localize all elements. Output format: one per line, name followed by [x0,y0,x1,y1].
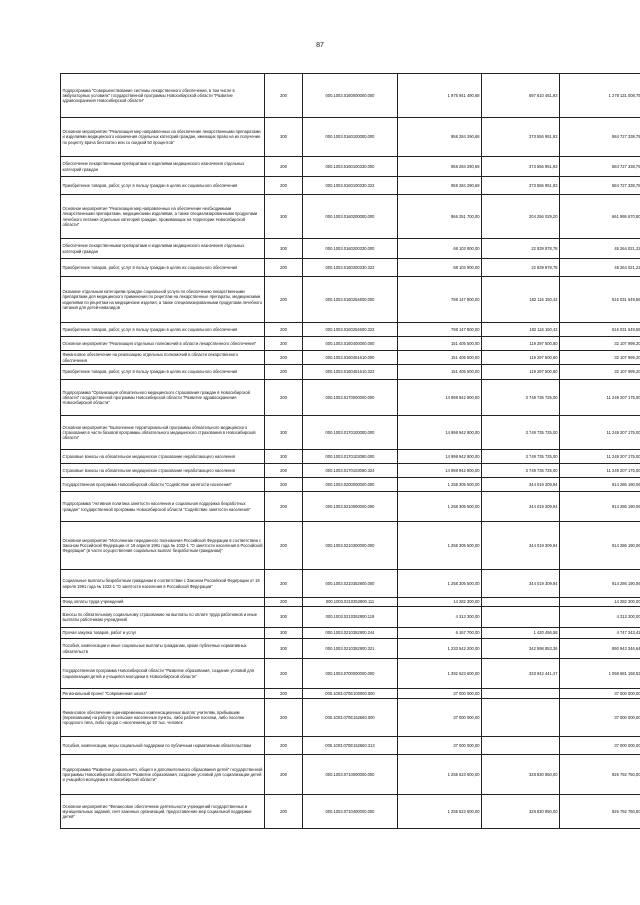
row-code-cell: 200 [265,337,303,351]
row-approved-cell: 14 998 942 900,00 [398,416,482,450]
row-name-cell: Взносы по обязательному социальному страхованию на выплаты по оплате труда работников и иные выплаты работникам учреждений [61,607,265,628]
row-name-cell: Государственная программа Новосибирской области "Содействие занятости населения" [61,478,265,492]
row-approved-cell: 6 167 700,00 [398,628,482,639]
page-number: 87 [316,42,324,49]
row-remaining-cell: 584 727 338,75 [560,118,640,157]
row-code-cell: 200 [265,755,303,795]
row-code-cell: 200 [265,478,303,492]
row-executed-cell: 119 297 500,80 [482,337,560,351]
row-executed-cell: 328 830 850,00 [482,755,560,795]
row-remaining-cell: 37 000 000,00 [560,699,640,737]
row-classifier-cell: 000.1003.070Е100000.000 [303,689,398,699]
table-row [61,259,640,277]
row-executed-cell: 373 556 951,93 [482,177,560,195]
row-name-cell: Финансовое обеспечение на реализацию отдельных полномочий в области лекарственного обеспечения [61,351,265,365]
row-approved-cell: 798 147 800,00 [398,277,482,323]
row-code-cell: 200 [265,118,303,157]
row-classifier-cell: 000.1003.0160200000.000 [303,195,398,239]
row-executed-cell: 342 598 853,36 [482,639,560,659]
row-remaining-cell: 11 249 207 175,00 [560,464,640,478]
row-approved-cell: 37 000 000,00 [398,689,482,699]
row-name-cell: Подпрограмма "Организация обязательного медицинского страхования граждан в Новосибирской области" государственной программы Новосибирской области "Развитие здравоохранения Новосибирской области" [61,380,265,416]
row-code-cell: 200 [265,239,303,259]
row-classifier-cell: 000.1003.0160451610.000 [303,351,398,365]
row-executed-cell: 344 019 309,94 [482,570,560,598]
row-code-cell: 200 [265,659,303,689]
row-remaining-cell: 32 107 999,20 [560,351,640,365]
row-code-cell: 200 [265,795,303,829]
row-approved-cell: 1 258 305 500,00 [398,478,482,492]
row-executed-cell: 328 830 850,00 [482,795,560,829]
row-remaining-cell: 616 031 649,58 [560,277,640,323]
row-approved-cell: 37 000 000,00 [398,737,482,755]
row-name-cell: Обеспечение лекарственными препаратами и изделиями медицинского назначения отдельных категорий граждан [61,157,265,177]
row-executed-cell [482,699,560,737]
row-classifier-cell: 000.1003.0170100000.000 [303,416,398,450]
row-remaining-cell: 11 249 207 175,00 [560,416,640,450]
table-row [61,365,640,380]
table-row [61,795,640,829]
row-approved-cell: 68 103 900,00 [398,239,482,259]
row-approved-cell: 1 233 542 200,00 [398,639,482,659]
row-code-cell: 200 [265,689,303,699]
row-classifier-cell: 000.1003.0210300000.000 [303,522,398,570]
table-row [61,699,640,737]
table-row [61,323,640,337]
row-classifier-cell: 000.1003.0200000000.000 [303,478,398,492]
row-approved-cell: 1 258 305 500,00 [398,570,482,598]
row-name-cell: Основное мероприятие "Реализация мер направленных на обеспечение необходимыми лекарственными препаратами, медицинскими изделиями, а также специализированными продуктами лечебного питания отдельных категорий граждан, проживающих на территории Новосибирской области" [61,195,265,239]
row-classifier-cell: 000.1003.0170103080.000 [303,450,398,464]
row-classifier-cell: 000.1003.0160100330.000 [303,157,398,177]
row-executed-cell: 1 420 456,58 [482,628,560,639]
row-name-cell: Подпрограмма "Развитие дошкольного, общего и дополнительного образования детей" государственной программы Новосибирской области "Развитие образования, создание условий для социализации детей и учащейся молодежи в Новосибирской области" [61,755,265,795]
row-name-cell: Приобретение товаров, работ, услуг в пользу граждан в целях их социального обеспечения [61,259,265,277]
row-classifier-cell: 000.1003.0210352900.111 [303,598,398,607]
row-remaining-cell: 32 107 999,20 [560,337,640,351]
row-code-cell: 200 [265,639,303,659]
row-classifier-cell: 000.1003.0210000000.000 [303,492,398,522]
row-name-cell: Подпрограмма "Активная политика занятости населения и социальная поддержка безработных граждан" государственной программы Новосибирской области "Содействие занятости населения" [61,492,265,522]
row-executed-cell: 3 749 735 725,00 [482,464,560,478]
row-code-cell: 200 [265,416,303,450]
row-code-cell: 200 [265,365,303,380]
table-row [61,118,640,157]
table-row [61,337,640,351]
row-approved-cell: 958 284 290,68 [398,177,482,195]
row-name-cell: Оказание отдельным категориям граждан социальной услуги по обеспечению лекарственными препаратами для медицинского применения по рецептам на лекарственные препараты, медицинскими изделиями по рецептам на медицинские изделия, а также специализированными продуктами лечебного питания для детей-инвалидов [61,277,265,323]
row-remaining-cell: 661 995 670,80 [560,195,640,239]
budget-table [60,73,640,829]
table-row [61,177,640,195]
row-name-cell: Основное мероприятие "Исполнение переданного полномочия Российской Федерации в соответствии с Законом Российской Федерации от 19 апреля 1991 года № 1032-1 "О занятости населения в Российской Федерации" (в части осуществления социальных выплат безработным гражданам)" [61,522,265,570]
table-row [61,416,640,450]
row-remaining-cell: 4 747 243,42 [560,628,640,639]
row-classifier-cell: 000.1003.0160200330.323 [303,259,398,277]
row-executed-cell: 344 019 309,94 [482,478,560,492]
table-row [61,628,640,639]
row-code-cell: 200 [265,195,303,239]
table-row [61,492,640,522]
row-classifier-cell: 000.1003.0710400000.000 [303,795,398,829]
row-code-cell: 200 [265,492,303,522]
row-approved-cell: 68 103 900,00 [398,259,482,277]
table-row [61,659,640,689]
row-code-cell: 200 [265,522,303,570]
row-name-cell: Основное мероприятие "Реализация отдельных полномочий в области лекарственного обеспечения" [61,337,265,351]
row-approved-cell: 151 405 500,00 [398,365,482,380]
row-executed-cell: 373 556 951,93 [482,157,560,177]
row-remaining-cell: 584 727 338,75 [560,157,640,177]
row-executed-cell: 344 019 309,94 [482,522,560,570]
row-approved-cell: 14 998 942 900,00 [398,380,482,416]
row-approved-cell: 1 255 623 600,00 [398,795,482,829]
row-executed-cell: 3 749 735 725,00 [482,380,560,416]
table-row [61,598,640,607]
table-row [61,450,640,464]
row-classifier-cell: 000.1003.0160254600.323 [303,323,398,337]
row-code-cell: 200 [265,628,303,639]
row-remaining-cell: 914 286 190,06 [560,570,640,598]
row-name-cell: Подпрограмма "Совершенствование системы лекарственного обеспечения, в том числе в амбулаторных условиях" государственной программы Новосибирской области "Развитие здравоохранения Новосибирской области" [61,74,265,118]
row-approved-cell: 151 405 500,00 [398,337,482,351]
row-remaining-cell: 914 286 190,06 [560,492,640,522]
row-code-cell: 200 [265,74,303,118]
row-code-cell: 200 [265,570,303,598]
row-code-cell: 200 [265,598,303,607]
row-approved-cell: 4 313 300,00 [398,607,482,628]
row-approved-cell: 151 405 500,00 [398,351,482,365]
row-name-cell: Страховые взносы на обязательное медицинское страхование неработающего населения [61,450,265,464]
row-name-cell: Страховые взносы на обязательное медицинское страхование неработающего населения [61,464,265,478]
row-executed-cell: 344 019 309,94 [482,492,560,522]
row-approved-cell: 14 998 942 900,00 [398,464,482,478]
row-executed-cell: 22 839 878,78 [482,259,560,277]
row-executed-cell: 204 256 029,20 [482,195,560,239]
row-code-cell: 200 [265,464,303,478]
row-classifier-cell: 000.1003.070Е152560.000 [303,699,398,737]
table-row [61,607,640,628]
row-remaining-cell: 914 286 190,06 [560,522,640,570]
row-remaining-cell: 890 943 346,64 [560,639,640,659]
row-code-cell: 200 [265,177,303,195]
row-executed-cell: 3 749 735 725,00 [482,450,560,464]
row-code-cell: 200 [265,699,303,737]
row-code-cell: 200 [265,380,303,416]
row-remaining-cell: 1 278 131 008,75 [560,74,640,118]
row-code-cell: 200 [265,607,303,628]
row-remaining-cell: 914 286 190,06 [560,478,640,492]
table-row [61,689,640,699]
row-remaining-cell: 616 031 649,58 [560,323,640,337]
row-classifier-cell: 000.1003.0170000000.000 [303,380,398,416]
row-classifier-cell: 000.1003.0160254600.000 [303,277,398,323]
table-row [61,570,640,598]
table-row [61,277,640,323]
row-name-cell: Пособия, компенсации и иные социальные выплаты гражданам, кроме публичных нормативных обязательств [61,639,265,659]
row-approved-cell: 798 147 800,00 [398,323,482,337]
row-approved-cell: 958 284 290,68 [398,118,482,157]
row-name-cell: Приобретение товаров, работ, услуг в пользу граждан в целях их социального обеспечения [61,177,265,195]
row-classifier-cell: 000.1003.0160100330.323 [303,177,398,195]
row-remaining-cell: 11 249 207 175,00 [560,450,640,464]
row-executed-cell: 697 810 481,93 [482,74,560,118]
row-approved-cell: 1 392 623 600,00 [398,659,482,689]
row-executed-cell: 333 942 441,47 [482,659,560,689]
table-row [61,737,640,755]
row-remaining-cell: 584 727 338,75 [560,177,640,195]
row-approved-cell: 1 255 623 600,00 [398,755,482,795]
row-name-cell: Фонд оплаты труда учреждений [61,598,265,607]
row-executed-cell: 22 839 878,78 [482,239,560,259]
row-name-cell: Финансовое обеспечение единовременных компенсационных выплат учителям, прибывшим (переехавшим) на работу в сельские населенные пункты, либо рабочие поселки, либо поселки городского типа, либо города с населением до 50 тыс. человек [61,699,265,737]
table-row [61,639,640,659]
table-body [61,74,640,829]
row-remaining-cell: 11 249 207 175,00 [560,380,640,416]
row-name-cell: Основное мероприятие "Реализация мер направленных на обеспечение лекарственными препаратами и изделиями медицинского назначения отдельных категорий граждан, имеющих право на их получение по рецепту врача бесплатно или со скидкой 50 процентов" [61,118,265,157]
row-classifier-cell: 000.1003.0210352900.000 [303,570,398,598]
row-approved-cell: 37 000 000,00 [398,699,482,737]
row-remaining-cell: 37 000 000,00 [560,689,640,699]
row-classifier-cell: 000.1003.0700000000.000 [303,659,398,689]
row-name-cell: Приобретение товаров, работ, услуг в пользу граждан в целях их социального обеспечения [61,323,265,337]
row-approved-cell: 866 251 700,00 [398,195,482,239]
row-executed-cell: 182 116 150,42 [482,277,560,323]
row-name-cell: Основное мероприятие "Выполнение территориальной программы обязательного медицинского страхования в части базовой программы обязательного медицинского страхования в Новосибирской области" [61,416,265,450]
row-name-cell: Обеспечение лекарственными препаратами и изделиями медицинского назначения отдельных категорий граждан [61,239,265,259]
row-executed-cell [482,737,560,755]
row-classifier-cell: 000.1003.0160100000.000 [303,118,398,157]
row-name-cell: Прочая закупка товаров, работ и услуг [61,628,265,639]
table-row [61,478,640,492]
row-approved-cell: 1 975 941 490,68 [398,74,482,118]
row-classifier-cell: 000.1003.0160000000.000 [303,74,398,118]
row-name-cell: Приобретение товаров, работ, услуг в пользу граждан в целях их социального обеспечения [61,365,265,380]
row-classifier-cell: 000.1003.0210352900.119 [303,607,398,628]
row-code-cell: 200 [265,277,303,323]
table-row [61,522,640,570]
row-remaining-cell: 45 264 021,22 [560,239,640,259]
row-executed-cell: 3 749 735 725,00 [482,416,560,450]
row-code-cell: 200 [265,351,303,365]
table-row [61,74,640,118]
row-classifier-cell: 000.1003.0210352900.244 [303,628,398,639]
row-code-cell: 200 [265,737,303,755]
row-remaining-cell: 37 000 000,00 [560,737,640,755]
row-classifier-cell: 000.1003.0710000000.000 [303,755,398,795]
row-executed-cell [482,598,560,607]
row-approved-cell: 958 284 290,68 [398,157,482,177]
row-executed-cell [482,689,560,699]
row-classifier-cell: 000.1003.0210352900.321 [303,639,398,659]
row-code-cell: 200 [265,157,303,177]
row-name-cell: Социальные выплаты безработным гражданам в соответствии с Законом Российской Федерации от 19 апреля 1991 года № 1032-1 "О занятости населения в Российской Федерации" [61,570,265,598]
row-executed-cell: 373 556 951,93 [482,118,560,157]
row-remaining-cell: 32 107 999,20 [560,365,640,380]
row-remaining-cell: 926 792 750,00 [560,755,640,795]
row-name-cell: Региональный проект "Современная школа" [61,689,265,699]
table-row [61,755,640,795]
row-remaining-cell: 926 792 750,00 [560,795,640,829]
row-executed-cell: 182 116 150,42 [482,323,560,337]
row-code-cell: 200 [265,450,303,464]
row-name-cell: Основное мероприятие "Финансовое обеспечение деятельности учреждений государственных и муниципальных заданий, снят казенных организаций, предоставление мер социальной поддержки детей" [61,795,265,829]
row-remaining-cell: 1 058 681 158,53 [560,659,640,689]
row-code-cell: 200 [265,323,303,337]
row-remaining-cell: 45 264 021,22 [560,259,640,277]
row-approved-cell: 14 998 942 900,00 [398,450,482,464]
row-name-cell: Пособия, компенсации, меры социальной поддержки по публичным нормативным обязательствам [61,737,265,755]
table-row [61,464,640,478]
table-row [61,195,640,239]
row-classifier-cell: 000.1003.0160200330.000 [303,239,398,259]
row-name-cell: Государственная программа Новосибирской области "Развитие образования, создание условий для социализации детей и учащейся молодежи в Новосибирской области" [61,659,265,689]
row-classifier-cell: 000.1003.070Е152560.313 [303,737,398,755]
row-approved-cell: 1 258 305 500,00 [398,492,482,522]
table-row [61,239,640,259]
row-classifier-cell: 000.1003.0170103080.324 [303,464,398,478]
row-classifier-cell: 000.1003.0160400000.000 [303,337,398,351]
row-code-cell: 200 [265,259,303,277]
row-executed-cell: 119 297 500,80 [482,365,560,380]
row-approved-cell: 14 282 300,00 [398,598,482,607]
table-row [61,380,640,416]
table-row [61,157,640,177]
row-approved-cell: 1 258 305 500,00 [398,522,482,570]
row-executed-cell: 119 297 500,80 [482,351,560,365]
table-row [61,351,640,365]
row-remaining-cell: 14 282 300,00 [560,598,640,607]
row-classifier-cell: 000.1003.0160451610.323 [303,365,398,380]
row-executed-cell [482,607,560,628]
row-remaining-cell: 4 313 300,00 [560,607,640,628]
